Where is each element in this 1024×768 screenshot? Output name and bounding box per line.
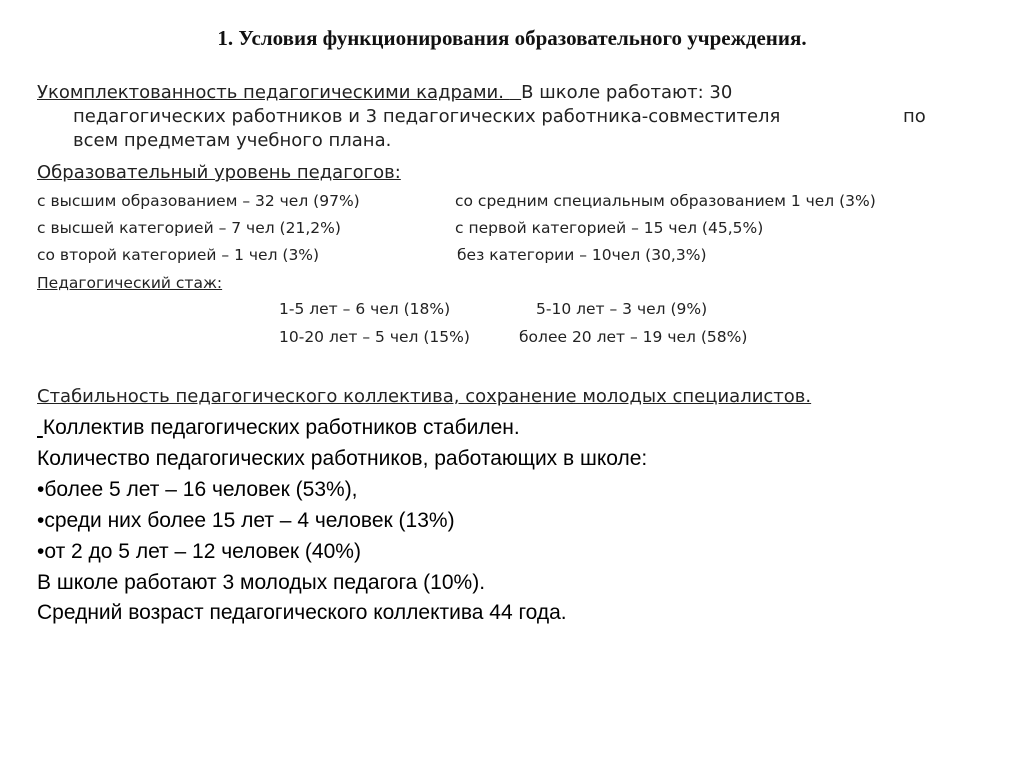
education-row-1-left: с высшим образованием – 32 чел (97%) bbox=[37, 192, 360, 210]
experience-row-2-left: 10-20 лет – 5 чел (15%) bbox=[279, 328, 470, 346]
staffing-line-3: всем предметам учебного плана. bbox=[73, 130, 392, 151]
education-row-1-right: со средним специальным образованием 1 чел (3%) bbox=[455, 192, 876, 210]
stability-line-6: В школе работают 3 молодых педагога (10%). bbox=[37, 571, 486, 594]
staffing-heading-underline-gap bbox=[510, 82, 521, 103]
staffing-line-1 bbox=[37, 82, 732, 103]
staffing-heading: Укомплектованность педагогическими кадрами. bbox=[37, 82, 510, 103]
stability-line-2: Количество педагогических работников, работающих в школе: bbox=[37, 447, 648, 470]
experience-row-1-left: 1-5 лет – 6 чел (18%) bbox=[279, 300, 451, 318]
experience-row-2-right: более 20 лет – 19 чел (58%) bbox=[519, 328, 748, 346]
stability-bullet-1: •более 5 лет – 16 человек (53%), bbox=[37, 478, 358, 501]
education-heading: Образовательный уровень педагогов: bbox=[37, 162, 401, 183]
education-row-2-left: с высшей категорией – 7 чел (21,2%) bbox=[37, 219, 341, 237]
experience-row-1-right: 5-10 лет – 3 чел (9%) bbox=[536, 300, 708, 318]
stability-line-1 bbox=[37, 416, 520, 440]
education-row-3-right: без категории – 10чел (30,3%) bbox=[457, 246, 707, 264]
staffing-line-2-text: педагогических работников и 3 педагогических работника-совместителя bbox=[73, 106, 781, 127]
stability-line-1-text: Коллектив педагогических работников стабилен. bbox=[42, 416, 520, 439]
stability-line-7: Средний возраст педагогического коллектива 44 года. bbox=[37, 601, 567, 624]
stability-heading: Стабильность педагогического коллектива, сохранение молодых специалистов. bbox=[37, 386, 812, 407]
page-title: 1. Условия функционирования образовательного учреждения. bbox=[217, 26, 807, 50]
stability-bullet-2: •среди них более 15 лет – 4 человек (13%) bbox=[37, 509, 455, 532]
staffing-line-2 bbox=[73, 106, 780, 127]
stability-bullet-3: •от 2 до 5 лет – 12 человек (40%) bbox=[37, 540, 361, 563]
education-row-3-left: со второй категорией – 1 чел (3%) bbox=[37, 246, 320, 264]
education-row-2-right: с первой категорией – 15 чел (45,5%) bbox=[455, 219, 764, 237]
experience-heading: Педагогический стаж: bbox=[37, 274, 223, 292]
staffing-count: В школе работают: 30 bbox=[521, 82, 733, 103]
staffing-line-2-tail: по bbox=[903, 106, 926, 127]
